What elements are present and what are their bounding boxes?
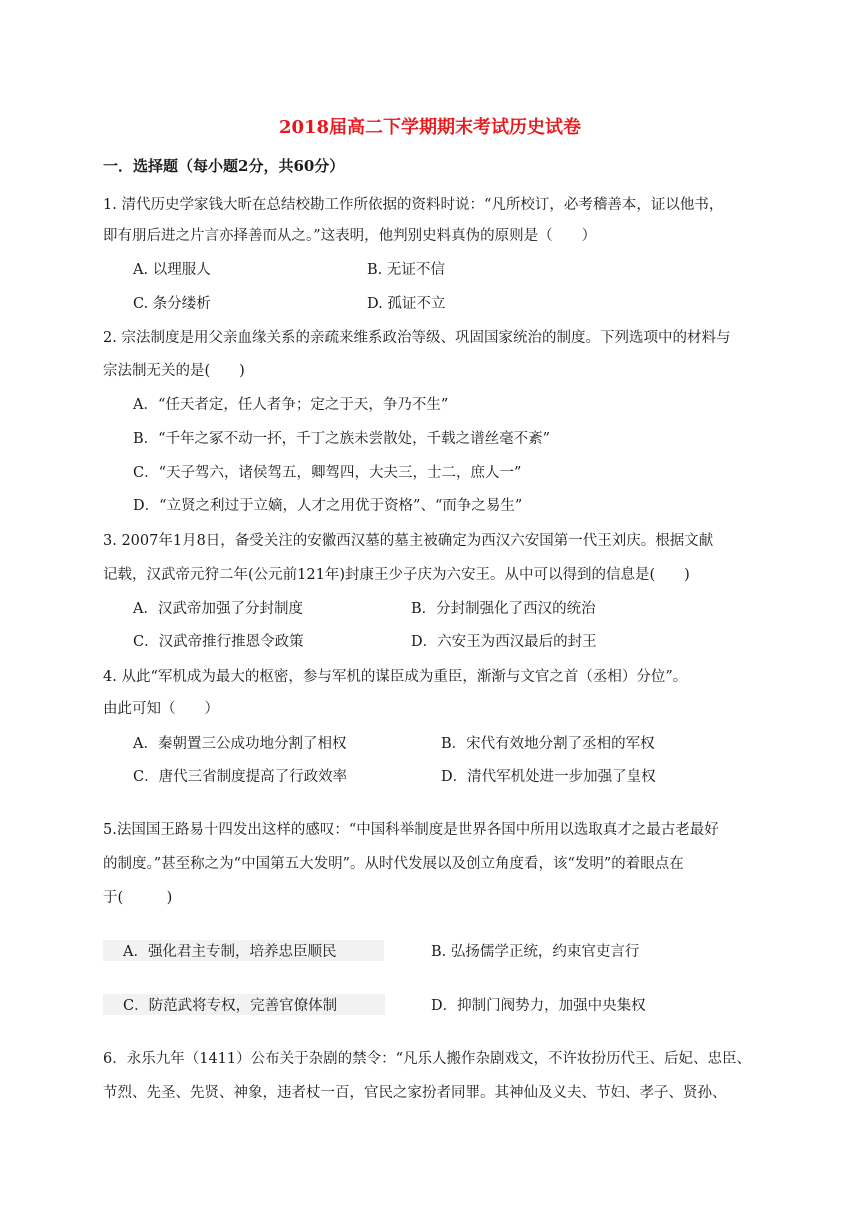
q4-option-a: A．秦朝置三公成功地分割了相权 [133,736,347,752]
q2-option-a: A．“任天者定，任人者争；定之于天，争乃不生” [133,397,449,413]
q3-stem-line-2: 记载，汉武帝元狩二年(公元前121年)封康王少子庆为六安王。从中可以得到的信息是( ) [103,567,690,583]
q5-option-b: B. 弘扬儒学正统，约束官吏言行 [431,944,640,960]
q3-option-a: A．汉武帝加强了分封制度 [133,601,303,617]
q1-option-b: B. 无证不信 [367,262,445,278]
q6-stem-line-1: 6．永乐九年（1411）公布关于杂剧的禁令：“凡乐人搬作杂剧戏文，不许妆扮历代王、后妃、忠臣、 [103,1051,752,1067]
q4-stem-line-2: 由此可知（ ） [103,701,219,717]
exam-title: 2018届高二下学期期末考试历史试卷 [278,117,582,138]
q5-stem-line-3: 于( ) [103,890,173,906]
q4-option-b: B．宋代有效地分割了丞相的军权 [441,736,655,752]
q5-option-c: C．防范武将专权，完善官僚体制 [103,994,385,1015]
q4-stem-line-1: 4. 从此“军机成为最大的枢密，参与军机的谋臣成为重臣，渐渐与文官之首（丞相）分位”。 [103,669,688,685]
q4-option-c: C．唐代三省制度提高了行政效率 [133,769,348,785]
q2-option-b: B．“千年之冢不动一抔，千丁之族未尝散处，千载之谱丝毫不紊” [133,431,550,447]
q1-stem-line-1: 1. 清代历史学家钱大昕在总结校勘工作所依据的资料时说：“凡所校订，必考稽善本，证以他书， [103,197,724,213]
q2-option-d: D．“立贤之利过于立嫡，人才之用优于资格”、“而争之易生” [133,498,523,514]
q3-option-b: B．分封制强化了西汉的统治 [411,601,596,617]
q1-option-c: C. 条分缕析 [133,296,211,312]
section-heading: 一．选择题（每小题2分，共60分） [103,157,345,175]
q2-option-c: C．“天子驾六，诸侯驾五，卿驾四，大夫三，士二，庶人一” [133,465,522,481]
q4-option-d: D．清代军机处进一步加强了皇权 [441,769,656,785]
q5-stem-line-1: 5.法国国王路易十四发出这样的感叹：“中国科举制度是世界各国中所用以选取真才之最古老最好 [103,822,719,838]
q5-option-d: D．抑制门阀势力，加强中央集权 [431,998,646,1014]
q3-stem-line-1: 3. 2007年1月8日，备受关注的安徽西汉墓的墓主被确定为西汉六安国第一代王刘庆。根据文献 [103,533,714,549]
q1-option-d: D. 孤证不立 [367,296,446,312]
q3-option-d: D．六安王为西汉最后的封王 [411,634,597,650]
q2-stem-line-2: 宗法制无关的是( ) [103,363,245,379]
q2-stem-line-1: 2. 宗法制度是用父亲血缘关系的亲疏来维系政治等级、巩固国家统治的制度。下列选项中的材料与 [103,330,731,346]
q5-option-a: A．强化君主专制，培养忠臣顺民 [103,940,384,961]
q5-stem-line-2: 的制度。”甚至称之为“中国第五大发明”。从时代发展以及创立角度看，该“发明”的着眼点在 [103,856,684,872]
q1-stem-line-2: 即有朋后进之片言亦择善而从之。”这表明，他判别史料真伪的原则是（ ） [103,228,597,244]
q6-stem-line-2: 节烈、先圣、先贤、神象，违者杖一百，官民之家扮者同罪。其神仙及义夫、节妇、孝子、贤孙、 [103,1085,727,1101]
q1-option-a: A. 以理服人 [133,262,211,278]
q3-option-c: C．汉武帝推行推恩令政策 [133,634,304,650]
